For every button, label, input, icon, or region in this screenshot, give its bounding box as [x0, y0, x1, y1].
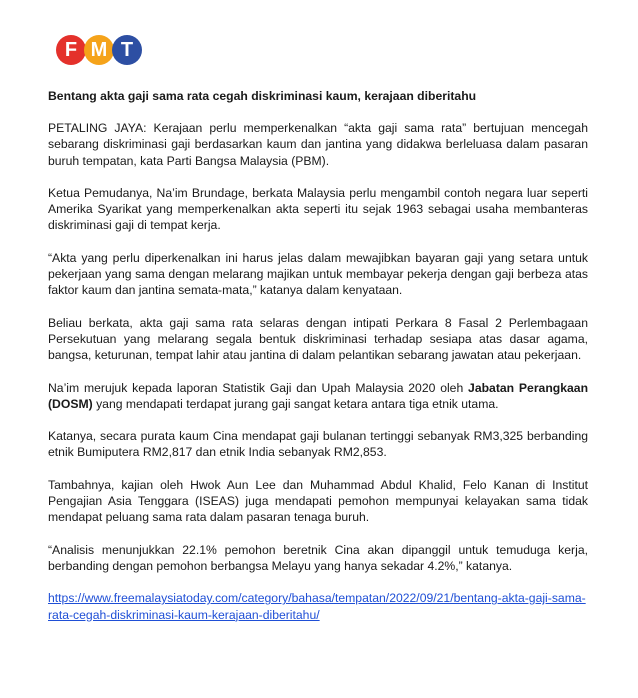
paragraph-3: “Akta yang perlu diperkenalkan ini harus jelas dalam mewajibkan bayaran gaji yang setara untuk pekerjaan yang sama dengan melarang majikan untuk membayar pekerja dengan gaji berbeza atas faktor kaum dan jantina semata-mata,” katanya dalam kenyataan. [48, 250, 588, 298]
fmt-logo [56, 30, 588, 70]
paragraph-4: Beliau berkata, akta gaji sama rata selaras dengan intipati Perkara 8 Fasal 2 Perlembagaan Persekutuan yang melarang segala bentuk diskriminasi terhadap sesiapa atas dasar agama, bangsa, keturunan, tempat lahir atau jantina di dalam pelantikan sebarang jawatan atau pekerjaan. [48, 315, 588, 363]
paragraph-5-text-start: Na’im merujuk kepada laporan Statistik Gaji dan Upah Malaysia 2020 oleh [48, 380, 469, 395]
paragraph-2: Ketua Pemudanya, Na’im Brundage, berkata Malaysia perlu mengambil contoh negara luar seperti Amerika Syarikat yang memperkenalkan akta seperti itu sejak 1963 sebagai usaha membanteras diskriminasi gaji di tempat kerja. [48, 185, 588, 233]
paragraph-6: Katanya, secara purata kaum Cina mendapat gaji bulanan tertinggi sebanyak RM3,325 berbanding etnik Bumiputera RM2,817 dan etnik India sebanyak RM2,853. [48, 429, 588, 460]
logo-letter-f: F [56, 35, 86, 65]
logo-letter-t: T [112, 35, 142, 65]
paragraph-5-bold-agency: Jabatan Perangkaan (DOSM) [48, 380, 589, 411]
paragraph-8: “Analisis menunjukkan 22.1% pemohon beretnik Cina akan dipanggil untuk temuduga kerja, berbanding dengan pemohon berbangsa Melayu yang hanya sekadar 4.2%,” katanya. [48, 542, 588, 573]
paragraph-5-text-end: yang mendapati terdapat jurang gaji sangat ketara antara tiga etnik utama. [92, 396, 499, 411]
paragraph-5 [48, 380, 588, 413]
document-page [48, 30, 588, 623]
source-link[interactable]: https://www.freemalaysiatoday.com/category/bahasa/tempatan/2022/09/21/bentang-akta-gaji-sama-rata-cegah-diskriminasi-kaum-kerajaan-diberitahu/ [48, 591, 586, 622]
logo-letter-m: M [84, 35, 114, 65]
article-headline: Bentang akta gaji sama rata cegah diskriminasi kaum, kerajaan diberitahu [48, 89, 477, 103]
paragraph-1: PETALING JAYA: Kerajaan perlu memperkenalkan “akta gaji sama rata” bertujuan mencegah sebarang diskriminasi gaji berdasarkan kaum dan jantina yang didakwa berleluasa dalam pasaran buruh tempatan, kata Parti Bangsa Malaysia (PBM). [48, 121, 588, 168]
paragraph-7: Tambahnya, kajian oleh Hwok Aun Lee dan Muhammad Abdul Khalid, Felo Kanan di Institut Pengajian Asia Tenggara (ISEAS) juga mendapati pemohon mempunyai kelayakan sama tidak mendapat peluang sama rata dalam pasaran tenaga buruh. [48, 477, 588, 525]
